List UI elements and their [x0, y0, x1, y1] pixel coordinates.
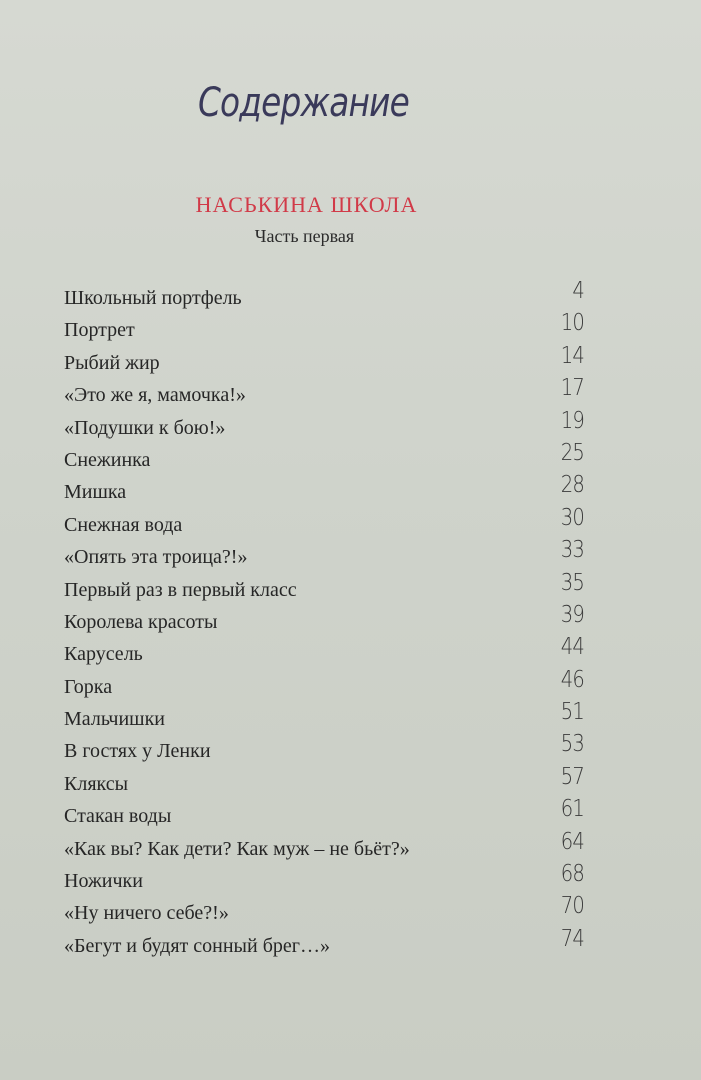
- toc-entry-page: 57: [560, 763, 584, 790]
- toc-entry-page: 74: [560, 925, 584, 952]
- toc-entry-title: «Ну ничего себе?!»: [64, 902, 229, 925]
- toc-entry: [64, 407, 584, 446]
- toc-entry: [64, 310, 584, 348]
- toc-entry-title: Снежинка: [64, 448, 151, 471]
- toc-entry-title: «Опять эта троица?!»: [64, 546, 248, 569]
- toc-entry-page: 33: [560, 537, 584, 564]
- toc-entry-title: Рыбий жир: [64, 351, 160, 374]
- toc-entry: [64, 537, 584, 575]
- toc-entry-title: В гостях у Ленки: [64, 740, 211, 763]
- toc-entry: [64, 634, 584, 672]
- toc-entry-page: 14: [560, 342, 584, 369]
- toc-entry-page: 25: [560, 439, 584, 466]
- toc-entry: [64, 569, 584, 608]
- toc-entry-page: 53: [560, 731, 584, 758]
- toc-entry-title: Горка: [64, 675, 113, 698]
- toc-entry: [64, 925, 584, 964]
- toc-entry-title: Стакан воды: [64, 805, 172, 828]
- toc-entry-title: «Это же я, мамочка!»: [64, 384, 246, 407]
- toc-entry-page: 19: [560, 407, 584, 434]
- toc-entry-page: 44: [560, 634, 584, 661]
- toc-entry: [64, 601, 584, 640]
- toc-entry-title: Королева красоты: [64, 610, 218, 633]
- toc-entry-page: 70: [560, 893, 584, 920]
- toc-entry-title: «Подушки к бою!»: [64, 416, 226, 439]
- toc-entry-page: 17: [560, 375, 584, 402]
- toc-entry-title: «Бегут и будят сонный брег…»: [64, 934, 330, 957]
- toc-entry-page: 46: [560, 666, 584, 693]
- section-subtitle: Часть первая: [254, 226, 355, 246]
- toc-entry-title: Мишка: [64, 481, 127, 504]
- toc-entry-title: Первый раз в первый класс: [64, 578, 297, 601]
- toc-entry: [64, 796, 584, 834]
- toc-entry: [64, 699, 584, 737]
- toc-entry-page: 68: [560, 861, 584, 888]
- toc-entry: [64, 278, 584, 316]
- toc-entry: [64, 731, 584, 769]
- toc-entry-title: Кляксы: [64, 772, 129, 795]
- toc-entry-page: 39: [560, 601, 584, 628]
- toc-entry-page: 4: [572, 278, 584, 304]
- table-of-contents: [64, 278, 584, 964]
- toc-entry-title: Снежная вода: [64, 513, 183, 536]
- toc-entry: [64, 472, 584, 510]
- toc-entry: [64, 763, 584, 802]
- toc-entry: [64, 342, 584, 381]
- toc-entry-page: 30: [560, 504, 584, 531]
- toc-entry-page: 28: [560, 472, 584, 499]
- toc-entry-title: Ножички: [64, 870, 143, 893]
- toc-entry: [64, 504, 584, 543]
- toc-entry: [64, 666, 584, 705]
- toc-entry-title: Портрет: [64, 319, 135, 342]
- toc-entry-page: 64: [560, 828, 584, 855]
- toc-entry: [64, 893, 584, 931]
- toc-entry: [64, 861, 584, 899]
- toc-entry-title: Школьный портфель: [64, 287, 242, 309]
- toc-entry-title: Мальчишки: [64, 708, 165, 731]
- toc-entry: [64, 375, 584, 413]
- toc-entry-title: Карусель: [64, 643, 143, 666]
- toc-entry-page: 61: [560, 796, 584, 823]
- toc-entry-title: «Как вы? Как дети? Как муж – не бьёт?»: [64, 837, 410, 860]
- toc-entry: [64, 439, 584, 478]
- contents-heading: Содержание: [197, 80, 410, 126]
- toc-entry-page: 35: [560, 569, 584, 596]
- toc-entry-page: 51: [560, 699, 584, 726]
- toc-entry-page: 10: [560, 310, 584, 337]
- toc-entry: [64, 828, 584, 867]
- section-title: НАСЬКИНА ШКОЛА: [195, 192, 418, 217]
